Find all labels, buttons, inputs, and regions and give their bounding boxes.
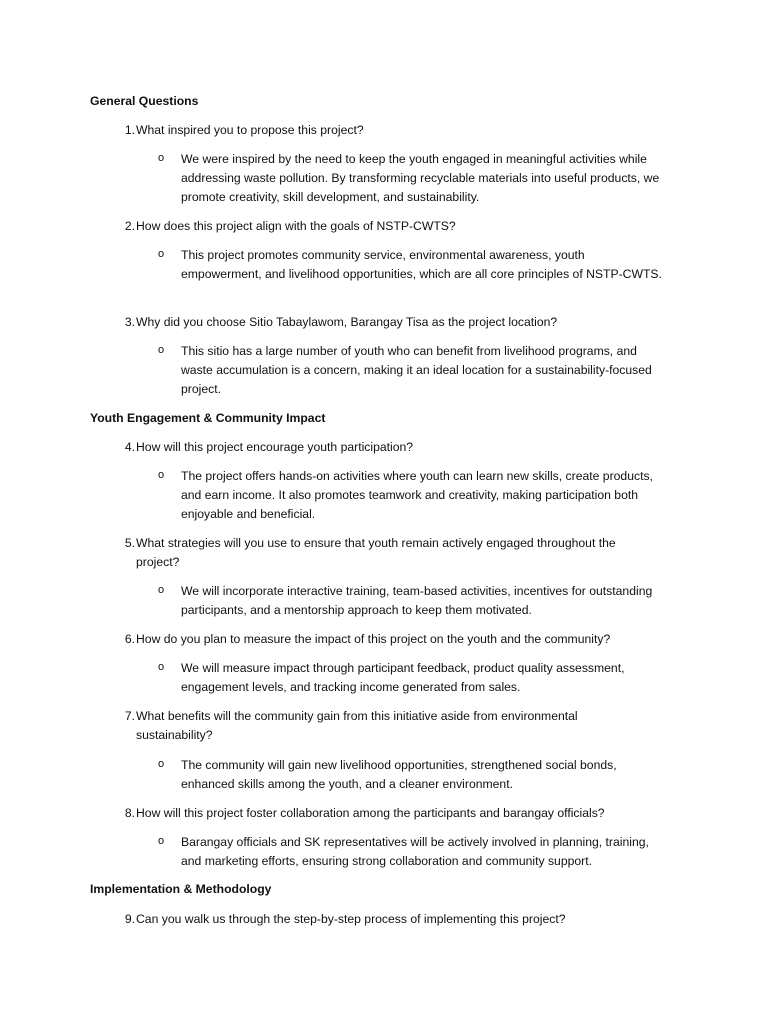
question-number: 7.	[124, 709, 135, 723]
answer-text: Barangay officials and SK representatives will be actively involved in planning, training, and marketing efforts, ensuring strong collaboration and community support.	[181, 835, 649, 868]
question-text: How do you plan to measure the impact of this project on the youth and the community?	[136, 632, 611, 646]
question-number: 8.	[124, 806, 135, 820]
bullet-icon: o	[158, 152, 165, 164]
question-text: Can you walk us through the step-by-step process of implementing this project?	[136, 912, 566, 926]
question-item	[110, 707, 650, 745]
answer-item	[158, 659, 663, 697]
question-text: What benefits will the community gain from this initiative aside from environmental sustainability?	[136, 709, 578, 742]
question-text: How does this project align with the goals of NSTP-CWTS?	[136, 219, 456, 233]
section-heading-youth-engagement: Youth Engagement & Community Impact	[90, 411, 326, 425]
question-number: 4.	[124, 440, 135, 454]
answer-item	[158, 582, 663, 620]
answer-text: This sitio has a large number of youth who can benefit from livelihood programs, and waste accumulation is a concern, making it an ideal location for a sustainability-focused project.	[181, 344, 652, 396]
question-item	[110, 438, 650, 457]
answer-item	[158, 246, 663, 284]
bullet-icon: o	[158, 661, 165, 673]
question-item	[110, 630, 650, 649]
bullet-icon: o	[158, 584, 165, 596]
question-number: 3.	[124, 315, 135, 329]
bullet-icon: o	[158, 344, 165, 356]
answer-text: The project offers hands-on activities where youth can learn new skills, create products, and earn income. It also promotes teamwork and creativity, making participation both enjoyable and beneficial.	[181, 469, 653, 521]
answer-item	[158, 467, 663, 524]
answer-text: This project promotes community service, environmental awareness, youth empowerment, and livelihood opportunities, which are all core principles of NSTP-CWTS.	[181, 248, 662, 281]
question-text: What strategies will you use to ensure that youth remain actively engaged throughout the project?	[136, 536, 616, 569]
question-item	[110, 121, 650, 140]
question-item	[110, 217, 650, 236]
question-text: What inspired you to propose this project?	[136, 123, 364, 137]
question-item	[110, 910, 650, 929]
answer-text: We will incorporate interactive training, team-based activities, incentives for outstanding participants, and a mentorship approach to keep them motivated.	[181, 584, 653, 617]
bullet-icon: o	[158, 758, 165, 770]
question-item	[110, 534, 650, 572]
section-heading-general-questions: General Questions	[90, 94, 199, 108]
question-number: 2.	[124, 219, 135, 233]
answer-item	[158, 833, 663, 871]
bullet-icon: o	[158, 835, 165, 847]
question-text: How will this project foster collaboration among the participants and barangay officials?	[136, 806, 605, 820]
question-number: 6.	[124, 632, 135, 646]
question-text: How will this project encourage youth participation?	[136, 440, 414, 454]
answer-item	[158, 342, 663, 399]
answer-item	[158, 756, 663, 794]
question-item	[110, 804, 650, 823]
answer-text: We will measure impact through participant feedback, product quality assessment, engagement levels, and tracking income generated from sales.	[181, 661, 625, 694]
answer-text: We were inspired by the need to keep the youth engaged in meaningful activities while addressing waste pollution. By transforming recyclable materials into useful products, we promote creativity, skill development, and sustainability.	[181, 152, 660, 204]
question-item	[110, 313, 650, 332]
bullet-icon: o	[158, 469, 165, 481]
question-number: 1.	[124, 123, 135, 137]
answer-item	[158, 150, 663, 207]
answer-text: The community will gain new livelihood opportunities, strengthened social bonds, enhanced skills among the youth, and a cleaner environment.	[181, 758, 617, 791]
question-number: 9.	[124, 912, 135, 926]
section-heading-implementation: Implementation & Methodology	[90, 882, 272, 896]
question-number: 5.	[124, 536, 135, 550]
bullet-icon: o	[158, 248, 165, 260]
question-text: Why did you choose Sitio Tabaylawom, Barangay Tisa as the project location?	[136, 315, 558, 329]
